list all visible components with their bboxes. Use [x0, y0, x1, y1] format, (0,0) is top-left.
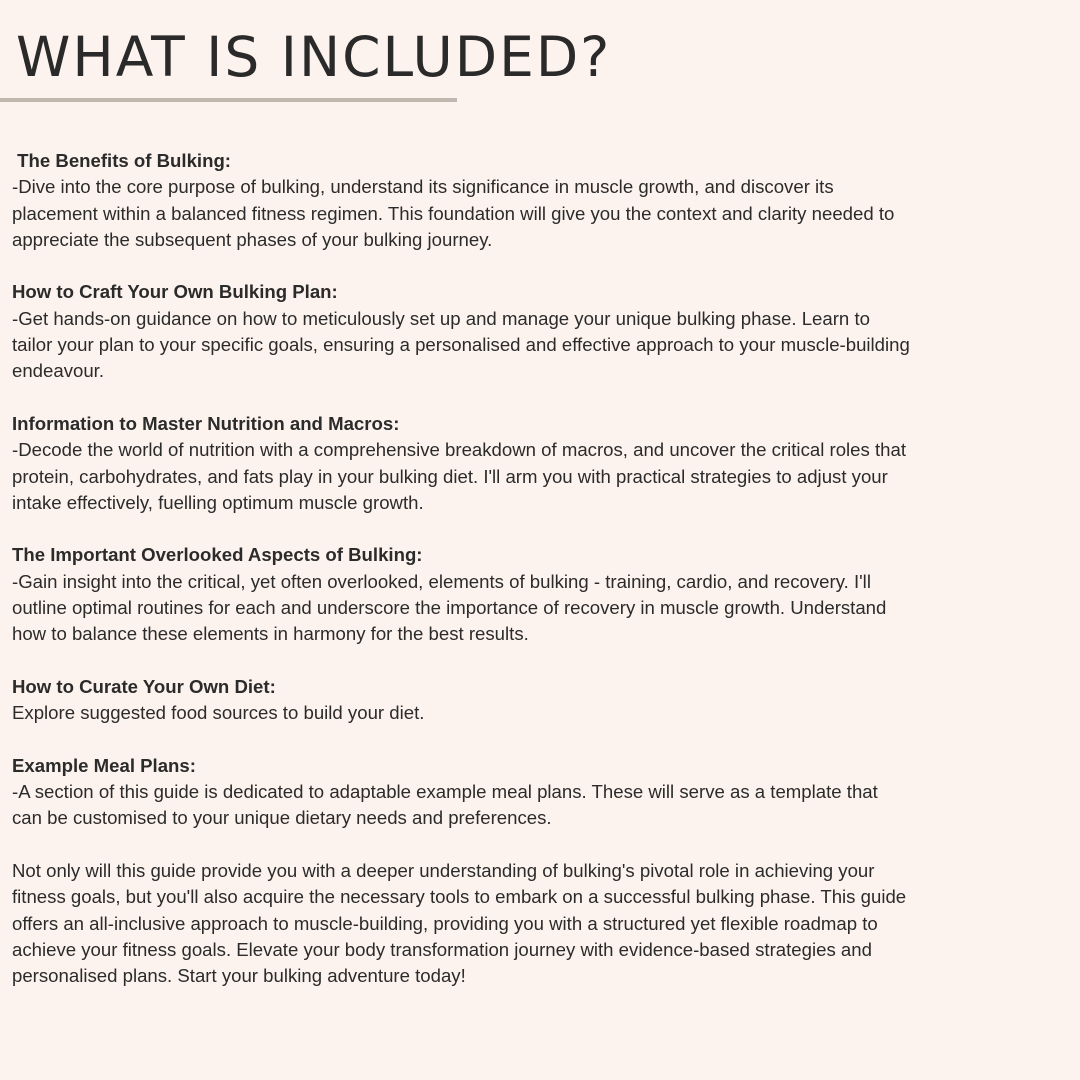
section-description: -Decode the world of nutrition with a comprehensive breakdown of macros, and uncover the critical roles that protein, carbohydrates, and fats play in your bulking diet. I'll arm you with practical strategies to adjust your intake effectively, fuelling optimum muscle growth.	[12, 439, 906, 513]
section-heading: Information to Master Nutrition and Macros:	[12, 412, 400, 434]
section-description: -A section of this guide is dedicated to adaptable example meal plans. These will serve as a template that can be customised to your unique dietary needs and preferences.	[12, 781, 878, 829]
section-description: -Dive into the core purpose of bulking, understand its significance in muscle growth, and discover its placement within a balanced fitness regimen. This foundation will give you the context and clarity needed to appreciate the subsequent phases of your bulking journey.	[12, 176, 895, 250]
section-nutrition-and-macros	[12, 411, 912, 516]
section-overlooked-aspects	[12, 542, 912, 647]
section-description: Explore suggested food sources to build your diet.	[12, 702, 425, 724]
section-heading: Example Meal Plans:	[12, 754, 196, 776]
section-description: -Get hands-on guidance on how to meticulously set up and manage your unique bulking phase. Learn to tailor your plan to your specific goals, ensuring a personalised and effective approach to your muscle-building endeavour.	[12, 307, 910, 382]
section-heading: How to Curate Your Own Diet:	[12, 675, 276, 697]
content-body	[12, 148, 912, 990]
page-title: WHAT IS INCLUDED?	[16, 25, 612, 89]
section-curate-diet	[12, 674, 912, 727]
section-heading: The Benefits of Bulking:	[12, 150, 231, 171]
section-craft-bulking-plan	[12, 279, 912, 384]
section-description: -Gain insight into the critical, yet often overlooked, elements of bulking - training, cardio, and recovery. I'll outline optimal routines for each and underscore the importance of recovery in muscle growth. Understand how to balance these elements in harmony for the best results.	[12, 570, 887, 645]
section-example-meal-plans	[12, 753, 912, 832]
title-underline	[0, 98, 457, 102]
section-heading: How to Craft Your Own Bulking Plan:	[12, 281, 338, 303]
section-heading: The Important Overlooked Aspects of Bulking:	[12, 544, 423, 566]
closing-paragraph: Not only will this guide provide you with a deeper understanding of bulking's pivotal role in achieving your fitness goals, but you'll also acquire the necessary tools to embark on a successful bulking phase. This guide offers an all-inclusive approach to muscle-building, providing you with a structured yet flexible roadmap to achieve your fitness goals. Elevate your body transformation journey with evidence-based strategies and personalised plans. Start your bulking adventure today!	[12, 860, 907, 987]
section-benefits-of-bulking	[12, 148, 912, 253]
